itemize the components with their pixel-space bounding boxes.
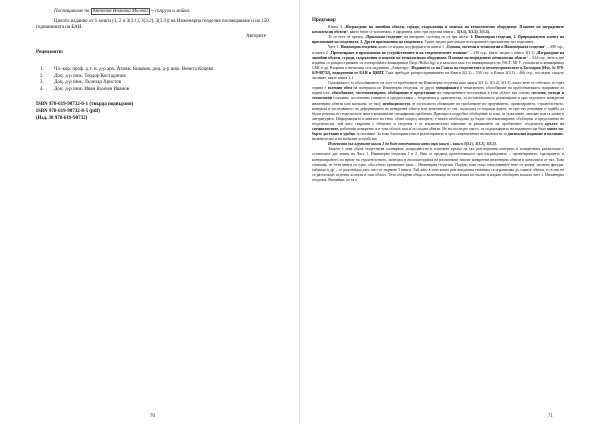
text-run: Основанието за обособяването на част от проблемите на Инженерна геодезия като книги 3(3.1), 3(3.2), 3(3.3), както вече се отбеляза, от една страна е xyxy=(312,81,564,91)
reviewers-heading: Рецензенти: xyxy=(36,50,64,56)
text-run: на материала по Инженерна геодезия, от друга xyxy=(353,86,435,91)
isbn-line: (Изд. 30 978-619-90732) xyxy=(36,115,88,121)
text-run-bold: Инженерна геодезия xyxy=(340,45,377,50)
isbn-block xyxy=(36,102,286,122)
text-run: Част 1. xyxy=(328,45,340,50)
text-run: , която се издава под формата на книги 1 „ xyxy=(376,45,447,50)
isbn-line: ISBN 978-619-90732-6-1 (твърда подвързия) xyxy=(36,102,134,108)
dedication xyxy=(54,9,286,16)
text-run: То се чете от преход „ xyxy=(328,35,367,40)
text-run-bold: спецификата xyxy=(435,86,459,91)
text-run: в тематичното обособяване на проблематиката, направено за първи път: xyxy=(312,86,564,96)
authors-signature: Авторите xyxy=(245,33,266,39)
dedication-name: Антония Иванова Милева xyxy=(92,9,148,14)
paragraph xyxy=(312,147,564,183)
text-run: Защото с това обоче съществува планиране, попредвестна и пояснено връзка на тях разгледвания материал и конкретната реализация с останалите две книги на Част 1. Инженерна геодезия 1 и 2. Има се предвид произтичащото при изграждането – проектирането, трасирането и контролирането по време на строителството, монтажа и експлоатацията на различните типове конкретни инженерни обекти и комплекси от тях. Това означава, че тези книги са едно, обособено органично цяло – Инженерна геодезия. Поради това също използваните вече от книги, сигнати фигури, таблици и др. – се разглеждат като част от първите 3 книги. Тъй като в тази книга разглежданата тематика се ограничава до самите обекти, то в нея не се разглеждат отделни аспекти в тази област. Тези обсъдени общи и включващи на тази книга по-пълно и изцяло обобщено нашата част 1. Инженерна геодезия. Вземайки, че тя е xyxy=(312,147,564,182)
preface-heading: Предговор xyxy=(312,18,336,23)
text-run-bold: големия обем xyxy=(327,86,352,91)
text-run-bold: (Изд. № 978-619-90732), подкрепени от БАН и ЦКНТ. xyxy=(312,65,564,75)
dedication-suffix: – съпруга и майка. xyxy=(151,9,191,14)
text-run: на съвременните постановки в тази област въз основа xyxy=(437,91,530,96)
page-number-left: 70 xyxy=(150,414,155,419)
reviewer-name: Чл.-кор. проф. д.т. н. д-р арх. Атанас Ковачев, доц. д-р инж. Венета Коцева xyxy=(54,66,214,72)
text-run-bold: Приложна геодезия xyxy=(366,35,402,40)
reviewer-number: 3. xyxy=(40,80,44,86)
text-run: “ на авторите, състоящ се от три части: xyxy=(401,35,469,40)
reviewer-name: Доц. д-р инж. Теодор Костадинов xyxy=(54,73,126,79)
reviewer-item xyxy=(36,87,286,94)
text-run-bold-italic: Изменения във вгрупите книги 3 да бъде отпечатана като три книги – книги 3(3.1), 3(3.2), 3(3.3). xyxy=(328,142,497,147)
preface-text xyxy=(312,18,564,183)
paragraph xyxy=(312,25,564,35)
paragraph xyxy=(312,35,564,45)
reviewer-item xyxy=(36,67,286,74)
text-run: , работещи конкретно и в тази област, пък и за сходни обекти. Не на последно място, от съдържанието на изданието ще бъде xyxy=(338,126,546,131)
text-run: от по-пълното обхващане на проблемите по проучването, проектирането, строителството, контрола и изследването на деформациите на конкретни обекти или комплекси от тях, подходящ се пораяда факта, че при тях решаване и трайба да бъдат решени от геодезистите много комплексни специфични проблеми. Примери в подробно обобщение за това, за съжаление, липсват или са малко в литературата. Информацията в книгите на тема, обаче според авторите, е много необходимо да бъдат систематизирани, обобщени и представени по геодезически, тъй като свързани с обектите и геодезия е от изключително значение за решаването на проблемите; геодезисти xyxy=(312,101,564,126)
text-run: “, както беше се споменало, е оформена, като три отделни книги – xyxy=(346,30,456,35)
text-run: (основни, постепенно главните и предпоставка – теоретична и практическа, за по-нататъшното реализиране и при отделните конкретни инженерни обекти или комплекс от тях); xyxy=(312,96,564,106)
left-page-content xyxy=(36,9,286,122)
paragraph xyxy=(312,81,564,142)
paragraph xyxy=(312,45,564,81)
reviewer-name: Доц. д-р инж. Иван Кънчев Иванов xyxy=(54,86,130,92)
text-run-bold: Изданието са на Съюза на геодезистите и землеустроителите в България xyxy=(411,65,541,70)
text-run-bold: обособяване, систематизиране, обобщаване и представяне xyxy=(331,91,436,96)
page-number-right: 71 xyxy=(548,414,553,419)
text-run-bold: Изграждане на линейни обекти, сгради, съоръжения и монтаж на технологично оборудване. Планове на изградените комплексни обекти xyxy=(312,50,564,60)
text-run: Книга 3 „ xyxy=(328,25,346,30)
text-run-bold: необходимостта xyxy=(382,101,411,106)
text-run-bold: 1. Инженерна геодезия, 2. Природонаучен аспект на приложение на геодезията, 3. Други приложения на геодезията. xyxy=(312,35,565,45)
text-run-bold: Изграждане на линейни обекти, сгради, съоръжения и монтаж на технологично оборудване. Планове на изградените комплексни обекти xyxy=(312,25,565,35)
text-run-bold: системи, методи и технологии xyxy=(312,91,564,101)
dedication-prefix: Посвещаваме на xyxy=(54,9,90,14)
right-page xyxy=(300,0,600,424)
text-run: за ползване. За това благоприятства и реализирането и чрез съвременните възможности за xyxy=(356,132,507,137)
text-run-bold: дигитално издаване и ползване xyxy=(507,132,564,137)
reviewer-number: 4. xyxy=(40,86,44,92)
reviewer-number: 2. xyxy=(40,73,44,79)
text-run: “ – 498 стр., и книга 2 „ xyxy=(312,45,564,55)
reviewers-list xyxy=(36,67,286,93)
text-run-bold: 3(3.1), 3(3.2), 3(3.3). xyxy=(456,30,490,35)
text-run: “ – 524 стр., вече в два издания се разпространяват от електронната книжарница [http://Bolbo.bg] и в каталога към з-и книжарницата на УАСГ, МГУ, стопанска и книжарница СЕК и др. Въпреки отпечатани са в изданието „Авангард“. xyxy=(312,55,564,70)
text-run-bold: кръгът от специалистите xyxy=(312,121,564,131)
text-run-bold: Проектиране и приложение на устройствените и на геодезическите планове xyxy=(330,50,467,55)
text-run: , включително и на мобилни устройства. xyxy=(312,132,565,142)
dedication-notice: Цялото издание от 5 книги (1, 2 и 3(3.1), 3(3.2), 3(3.3)) на Инженерна геодезия посвещаваме и на 150 годишнината на БАН. xyxy=(36,18,269,31)
reviewer-item xyxy=(36,80,286,87)
text-run: Трите заедно разглеждат всестранното приложение на геодезията. xyxy=(424,40,535,45)
text-run: “ – 330 стр., както заедно с книга 3(3.1) „ xyxy=(466,50,538,55)
text-run-bold: много по-бързо достъпно и удобно xyxy=(312,126,564,137)
reviewer-item xyxy=(36,74,286,81)
isbn-line: ISBN 978-619-90732-8-5 (pdf) xyxy=(36,108,100,114)
text-run-bold: Основи, системи и технологии в Инженерната геодезия xyxy=(446,45,545,50)
text-run: Така пребъдат разпространяването на Книги 3(3.2) – 530 стр. и Книга 3(3.3) – 466 стр., последни същото заглавие, както книга 3.1. xyxy=(312,70,564,81)
reviewer-name: Доц. д-р инж. Лъчезар Христов xyxy=(54,80,122,86)
reviewer-number: 1. xyxy=(40,66,44,72)
